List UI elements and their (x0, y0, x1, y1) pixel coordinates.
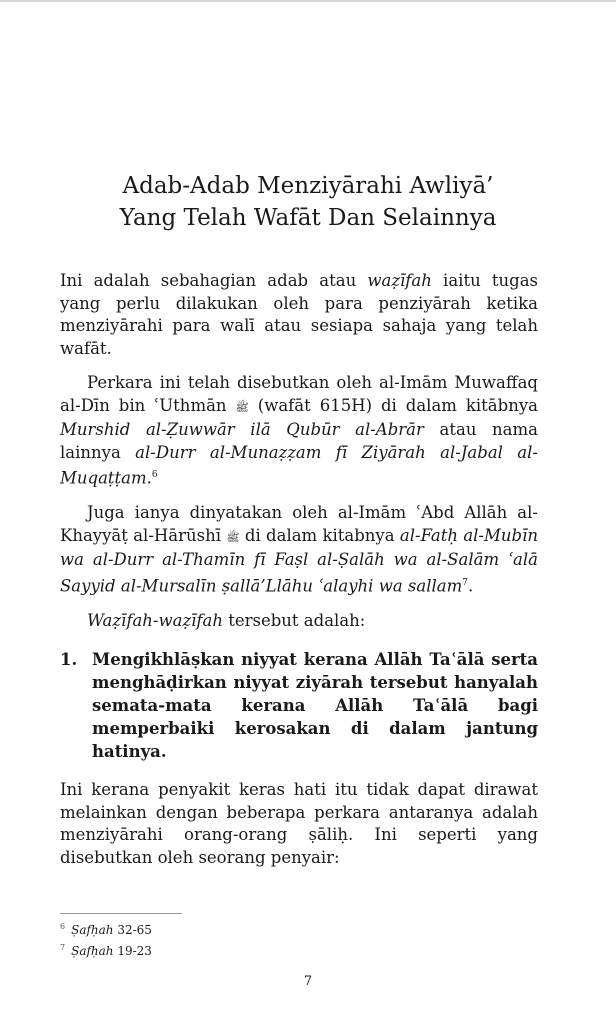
paragraph-5: Ini kerana penyakit keras hati itu tidak dapat dirawat melainkan dengan beberapa perkara antaranya adalah menziyārahi orang-orang ṣāliḥ. Ini seperti yang disebutkan oleh seorang penyair: (60, 780, 538, 867)
honorific-glyph: ﷺ (235, 400, 249, 414)
footnote-7 (60, 939, 152, 960)
footnote-6 (60, 918, 152, 939)
text-run: tersebut adalah: (222, 610, 366, 630)
item-number: 1. (60, 650, 78, 669)
text-run: Perkara ini telah disebutkan oleh al-Imām Muwaffaq al-Dīn bin ʿUthmān (60, 373, 538, 415)
footnote-number: 7 (60, 943, 66, 952)
chapter-title-line-2: Yang Telah Wafāt Dan Selainnya (119, 205, 497, 231)
paragraph-1 (60, 270, 538, 360)
book-title: al-Fatḥ al-Mubīn wa al-Durr al-Thamīn fī Faṣl al-Ṣalāh wa al-Salām ʿalā Sayyid al-Mursalīn ṣallā’Llāhu ʿalayhi wa sallam (60, 525, 538, 595)
body-text (60, 270, 538, 881)
chapter-title (60, 170, 556, 234)
footnote-pages: 19-23 (113, 944, 152, 958)
text-run: di dalam kitabnya (239, 525, 400, 545)
italic-term: waẓīfah (367, 271, 432, 290)
paragraph-3 (60, 502, 538, 598)
footnote-number: 6 (60, 922, 66, 931)
numbered-item-1 (60, 648, 538, 763)
footnote-ref: 7 (462, 577, 468, 588)
footnote-ref: 6 (151, 470, 158, 480)
text-run: atau nama lainnya (60, 420, 538, 462)
paragraph-4 (60, 610, 538, 633)
top-edge-line (0, 0, 616, 2)
book-title: al-Durr al-Munaẓẓam fī Ziyārah al-Jabal al-Muqaṭṭam. (60, 442, 538, 488)
item-text: Mengikhlāṣkan niyyat kerana Allāh Taʿālā serta menghāḍirkan niyyat ziyārah tersebut hanyalah semata-mata kerana Allāh Taʿālā bagi memperbaiki kerosakan di dalam jantung hatinya. (92, 650, 538, 761)
text-run: (wafāt 615H) di dalam kitābnya (248, 395, 538, 415)
page-number: 7 (303, 974, 313, 989)
text-run: Ini adalah sebahagian adab atau (60, 271, 368, 290)
italic-term: Waẓīfah-waẓīfah (87, 610, 223, 630)
footnote-label: Ṣafḥah (71, 923, 114, 937)
book-title: Murshid al-Ẓuwwār ilā Qubūr al-Abrār (60, 420, 424, 439)
footnotes (60, 918, 152, 960)
honorific-glyph: ﷺ (226, 530, 240, 544)
footnote-pages: 32-65 (113, 923, 152, 937)
text-run: iaitu tugas yang perlu dilakukan oleh para penziyārah ketika menziyārahi para walī atau sesiapa sahaja yang telah wafāt. (60, 271, 538, 358)
paragraph-2 (60, 372, 538, 490)
text-run: Juga ianya dinyatakan oleh al-Imām ʿAbd Allāh al-Khayyāṭ al-Hārūshī (60, 503, 538, 545)
footnote-divider (60, 913, 182, 914)
footnote-label: Ṣafḥah (71, 944, 114, 958)
text-run: . (467, 576, 474, 595)
chapter-title-line-1: Adab-Adab Menziyārahi Awliyā’ (122, 173, 494, 199)
